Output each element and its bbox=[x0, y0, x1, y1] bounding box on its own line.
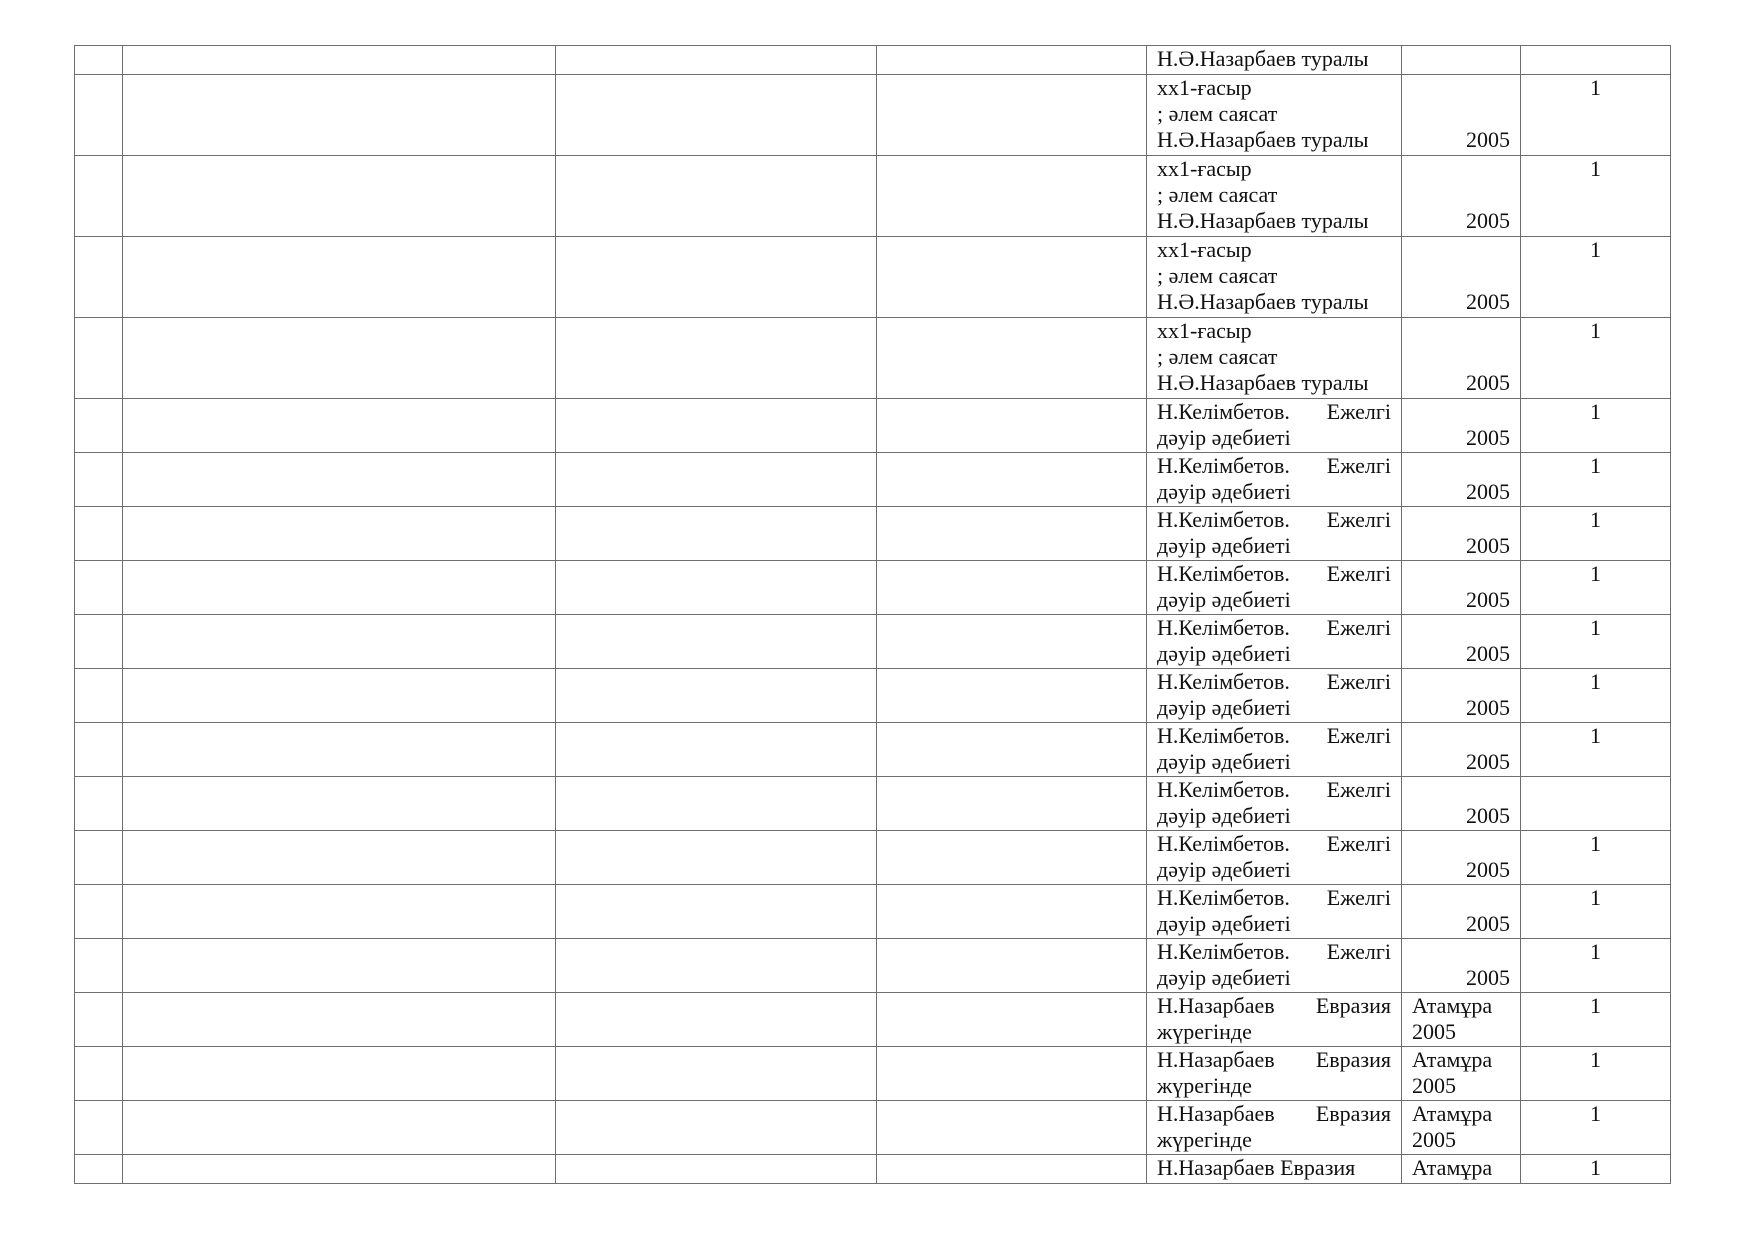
book-title-line: Н.Келімбетов. Ежелгі bbox=[1157, 615, 1391, 640]
publication-cell bbox=[1402, 1155, 1521, 1184]
empty-cell bbox=[123, 561, 556, 615]
book-title-line: Н.Ә.Назарбаев туралы bbox=[1157, 46, 1369, 71]
empty-cell bbox=[556, 237, 877, 318]
empty-cell bbox=[556, 939, 877, 993]
table-row bbox=[75, 939, 1671, 993]
year-text: 2005 bbox=[1466, 289, 1510, 314]
publication-cell bbox=[1402, 561, 1521, 615]
empty-cell bbox=[877, 561, 1147, 615]
publisher-text: Атамұра bbox=[1412, 1155, 1493, 1180]
empty-cell bbox=[556, 615, 877, 669]
empty-cell bbox=[877, 939, 1147, 993]
empty-cell bbox=[556, 1155, 877, 1184]
empty-cell bbox=[123, 507, 556, 561]
book-list-table bbox=[74, 45, 1671, 1184]
table-row bbox=[75, 318, 1671, 399]
empty-cell bbox=[123, 1047, 556, 1101]
book-title-line: дәуір әдебиеті bbox=[1157, 803, 1291, 828]
table-row bbox=[75, 561, 1671, 615]
book-title-cell bbox=[1147, 1101, 1402, 1155]
empty-cell bbox=[877, 993, 1147, 1047]
empty-cell bbox=[75, 507, 123, 561]
book-title-line: Н.Келімбетов. Ежелгі bbox=[1157, 561, 1391, 586]
table-row bbox=[75, 399, 1671, 453]
table-row bbox=[75, 237, 1671, 318]
empty-cell bbox=[877, 1101, 1147, 1155]
book-title-line: Н.Келімбетов. Ежелгі bbox=[1157, 939, 1391, 964]
book-title-cell bbox=[1147, 156, 1402, 237]
empty-cell bbox=[75, 156, 123, 237]
book-title-cell bbox=[1147, 669, 1402, 723]
publication-cell bbox=[1402, 507, 1521, 561]
quantity-cell: 1 bbox=[1521, 453, 1671, 507]
empty-cell bbox=[123, 723, 556, 777]
quantity-cell: 1 bbox=[1521, 1047, 1671, 1101]
book-title-line: Н.Ә.Назарбаев туралы bbox=[1157, 208, 1369, 233]
year-text: 2005 bbox=[1412, 1073, 1456, 1098]
year-text: 2005 bbox=[1466, 695, 1510, 720]
year-text: 2005 bbox=[1466, 208, 1510, 233]
table-row bbox=[75, 156, 1671, 237]
book-title-cell bbox=[1147, 507, 1402, 561]
book-title-line: Н.Ә.Назарбаев туралы bbox=[1157, 370, 1369, 395]
book-title-line: ; әлем саясат bbox=[1157, 101, 1278, 126]
quantity-cell: 1 bbox=[1521, 669, 1671, 723]
empty-cell bbox=[556, 885, 877, 939]
empty-cell bbox=[877, 507, 1147, 561]
year-text: 2005 bbox=[1466, 857, 1510, 882]
quantity-cell: 1 bbox=[1521, 561, 1671, 615]
empty-cell bbox=[123, 237, 556, 318]
quantity-cell: 1 bbox=[1521, 75, 1671, 156]
empty-cell bbox=[877, 318, 1147, 399]
empty-cell bbox=[75, 885, 123, 939]
publication-cell bbox=[1402, 777, 1521, 831]
book-title-cell bbox=[1147, 453, 1402, 507]
table-row bbox=[75, 885, 1671, 939]
empty-cell bbox=[123, 399, 556, 453]
publication-cell bbox=[1402, 1101, 1521, 1155]
year-text: 2005 bbox=[1466, 479, 1510, 504]
quantity-cell: 1 bbox=[1521, 399, 1671, 453]
empty-cell bbox=[75, 669, 123, 723]
quantity-cell: 1 bbox=[1521, 507, 1671, 561]
book-title-line: Н.Келімбетов. Ежелгі bbox=[1157, 885, 1391, 910]
quantity-cell: 1 bbox=[1521, 1101, 1671, 1155]
empty-cell bbox=[877, 615, 1147, 669]
empty-cell bbox=[877, 669, 1147, 723]
publication-cell bbox=[1402, 318, 1521, 399]
year-text: 2005 bbox=[1466, 641, 1510, 666]
quantity-cell: 1 bbox=[1521, 939, 1671, 993]
empty-cell bbox=[75, 46, 123, 75]
publisher-text: Атамұра bbox=[1412, 1101, 1493, 1126]
book-title-line: Н.Келімбетов. Ежелгі bbox=[1157, 399, 1391, 424]
book-title-cell bbox=[1147, 561, 1402, 615]
table-row bbox=[75, 993, 1671, 1047]
book-title-line: хх1-ғасыр bbox=[1157, 237, 1252, 262]
book-title-line: Н.Келімбетов. Ежелгі bbox=[1157, 723, 1391, 748]
empty-cell bbox=[123, 831, 556, 885]
book-title-line: дәуір әдебиеті bbox=[1157, 479, 1291, 504]
empty-cell bbox=[75, 615, 123, 669]
book-title-cell bbox=[1147, 75, 1402, 156]
quantity-cell: 1 bbox=[1521, 1155, 1671, 1184]
year-text: 2005 bbox=[1466, 533, 1510, 558]
year-text: 2005 bbox=[1412, 1019, 1456, 1044]
book-title-line: жүрегінде bbox=[1157, 1019, 1252, 1044]
empty-cell bbox=[556, 507, 877, 561]
empty-cell bbox=[556, 318, 877, 399]
year-text: 2005 bbox=[1466, 911, 1510, 936]
quantity-cell: 1 bbox=[1521, 156, 1671, 237]
empty-cell bbox=[877, 723, 1147, 777]
empty-cell bbox=[556, 669, 877, 723]
book-title-line: дәуір әдебиеті bbox=[1157, 587, 1291, 612]
book-title-line: дәуір әдебиеті bbox=[1157, 425, 1291, 450]
empty-cell bbox=[556, 1047, 877, 1101]
table-row bbox=[75, 453, 1671, 507]
empty-cell bbox=[75, 561, 123, 615]
table-row bbox=[75, 723, 1671, 777]
empty-cell bbox=[556, 723, 877, 777]
publication-cell bbox=[1402, 75, 1521, 156]
book-title-line: Н.Келімбетов. Ежелгі bbox=[1157, 777, 1391, 802]
book-title-line: ; әлем саясат bbox=[1157, 344, 1278, 369]
year-text: 2005 bbox=[1466, 370, 1510, 395]
empty-cell bbox=[75, 1101, 123, 1155]
year-text: 2005 bbox=[1466, 803, 1510, 828]
book-title-line: дәуір әдебиеті bbox=[1157, 857, 1291, 882]
empty-cell bbox=[556, 75, 877, 156]
empty-cell bbox=[877, 46, 1147, 75]
publication-cell bbox=[1402, 939, 1521, 993]
empty-cell bbox=[75, 723, 123, 777]
book-title-line: Н.Келімбетов. Ежелгі bbox=[1157, 831, 1391, 856]
book-title-cell bbox=[1147, 885, 1402, 939]
book-title-cell bbox=[1147, 399, 1402, 453]
empty-cell bbox=[123, 1155, 556, 1184]
empty-cell bbox=[877, 885, 1147, 939]
empty-cell bbox=[877, 777, 1147, 831]
publication-cell bbox=[1402, 1047, 1521, 1101]
publication-cell bbox=[1402, 669, 1521, 723]
table-row bbox=[75, 777, 1671, 831]
empty-cell bbox=[123, 453, 556, 507]
empty-cell bbox=[123, 156, 556, 237]
empty-cell bbox=[123, 777, 556, 831]
book-title-cell bbox=[1147, 939, 1402, 993]
empty-cell bbox=[556, 399, 877, 453]
book-title-cell bbox=[1147, 237, 1402, 318]
empty-cell bbox=[75, 399, 123, 453]
book-title-line: жүрегінде bbox=[1157, 1073, 1252, 1098]
book-title-line: Н.Назарбаев Евразия bbox=[1157, 1047, 1391, 1072]
table-body bbox=[75, 46, 1671, 1184]
year-text: 2005 bbox=[1412, 1127, 1456, 1152]
empty-cell bbox=[75, 1155, 123, 1184]
book-title-line: ; әлем саясат bbox=[1157, 182, 1278, 207]
book-title-line: Н.Назарбаев Евразия bbox=[1157, 1155, 1356, 1180]
book-title-cell bbox=[1147, 1155, 1402, 1184]
quantity-cell: 1 bbox=[1521, 723, 1671, 777]
table-row bbox=[75, 615, 1671, 669]
empty-cell bbox=[556, 453, 877, 507]
empty-cell bbox=[75, 318, 123, 399]
book-title-cell bbox=[1147, 615, 1402, 669]
book-title-line: Н.Келімбетов. Ежелгі bbox=[1157, 453, 1391, 478]
empty-cell bbox=[123, 939, 556, 993]
empty-cell bbox=[877, 453, 1147, 507]
empty-cell bbox=[123, 669, 556, 723]
book-title-line: Н.Назарбаев Евразия bbox=[1157, 993, 1391, 1018]
publisher-text: Атамұра bbox=[1412, 1047, 1493, 1072]
empty-cell bbox=[123, 75, 556, 156]
book-title-cell bbox=[1147, 1047, 1402, 1101]
empty-cell bbox=[75, 777, 123, 831]
book-title-line: дәуір әдебиеті bbox=[1157, 641, 1291, 666]
book-title-line: Н.Келімбетов. Ежелгі bbox=[1157, 507, 1391, 532]
book-title-line: дәуір әдебиеті bbox=[1157, 911, 1291, 936]
publication-cell bbox=[1402, 156, 1521, 237]
empty-cell bbox=[877, 831, 1147, 885]
publication-cell bbox=[1402, 993, 1521, 1047]
book-title-line: хх1-ғасыр bbox=[1157, 75, 1252, 100]
quantity-cell: 1 bbox=[1521, 615, 1671, 669]
table-row bbox=[75, 46, 1671, 75]
quantity-cell: 1 bbox=[1521, 237, 1671, 318]
empty-cell bbox=[877, 1047, 1147, 1101]
quantity-cell: 1 bbox=[1521, 993, 1671, 1047]
table-row bbox=[75, 75, 1671, 156]
book-title-line: дәуір әдебиеті bbox=[1157, 695, 1291, 720]
empty-cell bbox=[123, 993, 556, 1047]
empty-cell bbox=[123, 46, 556, 75]
book-title-cell bbox=[1147, 318, 1402, 399]
book-title-line: Н.Ә.Назарбаев туралы bbox=[1157, 127, 1369, 152]
empty-cell bbox=[556, 156, 877, 237]
book-title-line: Н.Келімбетов. Ежелгі bbox=[1157, 669, 1391, 694]
year-text: 2005 bbox=[1466, 965, 1510, 990]
book-title-cell bbox=[1147, 46, 1402, 75]
quantity-cell: 1 bbox=[1521, 318, 1671, 399]
empty-cell bbox=[877, 156, 1147, 237]
book-title-line: Н.Назарбаев Евразия bbox=[1157, 1101, 1391, 1126]
publication-cell bbox=[1402, 399, 1521, 453]
publication-cell bbox=[1402, 46, 1521, 75]
empty-cell bbox=[123, 615, 556, 669]
table-row bbox=[75, 1155, 1671, 1184]
empty-cell bbox=[123, 318, 556, 399]
empty-cell bbox=[123, 885, 556, 939]
year-text: 2005 bbox=[1466, 587, 1510, 612]
empty-cell bbox=[556, 46, 877, 75]
year-text: 2005 bbox=[1466, 127, 1510, 152]
empty-cell bbox=[75, 1047, 123, 1101]
empty-cell bbox=[877, 75, 1147, 156]
empty-cell bbox=[877, 237, 1147, 318]
empty-cell bbox=[75, 831, 123, 885]
publication-cell bbox=[1402, 237, 1521, 318]
table-row bbox=[75, 1047, 1671, 1101]
publication-cell bbox=[1402, 615, 1521, 669]
empty-cell bbox=[75, 237, 123, 318]
book-title-cell bbox=[1147, 993, 1402, 1047]
year-text: 2005 bbox=[1466, 749, 1510, 774]
table-row bbox=[75, 1101, 1671, 1155]
empty-cell bbox=[75, 939, 123, 993]
empty-cell bbox=[556, 561, 877, 615]
empty-cell bbox=[877, 1155, 1147, 1184]
book-title-line: жүрегінде bbox=[1157, 1127, 1252, 1152]
table-row bbox=[75, 507, 1671, 561]
empty-cell bbox=[123, 1101, 556, 1155]
publication-cell bbox=[1402, 453, 1521, 507]
empty-cell bbox=[877, 399, 1147, 453]
publication-cell bbox=[1402, 831, 1521, 885]
book-title-line: хх1-ғасыр bbox=[1157, 318, 1252, 343]
book-title-line: дәуір әдебиеті bbox=[1157, 749, 1291, 774]
book-title-cell bbox=[1147, 723, 1402, 777]
publication-cell bbox=[1402, 885, 1521, 939]
publisher-text: Атамұра bbox=[1412, 993, 1493, 1018]
quantity-cell bbox=[1521, 777, 1671, 831]
quantity-cell: 1 bbox=[1521, 885, 1671, 939]
book-title-cell bbox=[1147, 777, 1402, 831]
empty-cell bbox=[556, 777, 877, 831]
year-text: 2005 bbox=[1466, 425, 1510, 450]
book-title-line: дәуір әдебиеті bbox=[1157, 965, 1291, 990]
empty-cell bbox=[75, 75, 123, 156]
book-title-cell bbox=[1147, 831, 1402, 885]
empty-cell bbox=[75, 453, 123, 507]
quantity-cell bbox=[1521, 46, 1671, 75]
empty-cell bbox=[556, 1101, 877, 1155]
book-title-line: хх1-ғасыр bbox=[1157, 156, 1252, 181]
book-title-line: ; әлем саясат bbox=[1157, 263, 1278, 288]
empty-cell bbox=[75, 993, 123, 1047]
empty-cell bbox=[556, 993, 877, 1047]
empty-cell bbox=[556, 831, 877, 885]
book-title-line: Н.Ә.Назарбаев туралы bbox=[1157, 289, 1369, 314]
publication-cell bbox=[1402, 723, 1521, 777]
quantity-cell: 1 bbox=[1521, 831, 1671, 885]
book-title-line: дәуір әдебиеті bbox=[1157, 533, 1291, 558]
table-row bbox=[75, 669, 1671, 723]
table-row bbox=[75, 831, 1671, 885]
